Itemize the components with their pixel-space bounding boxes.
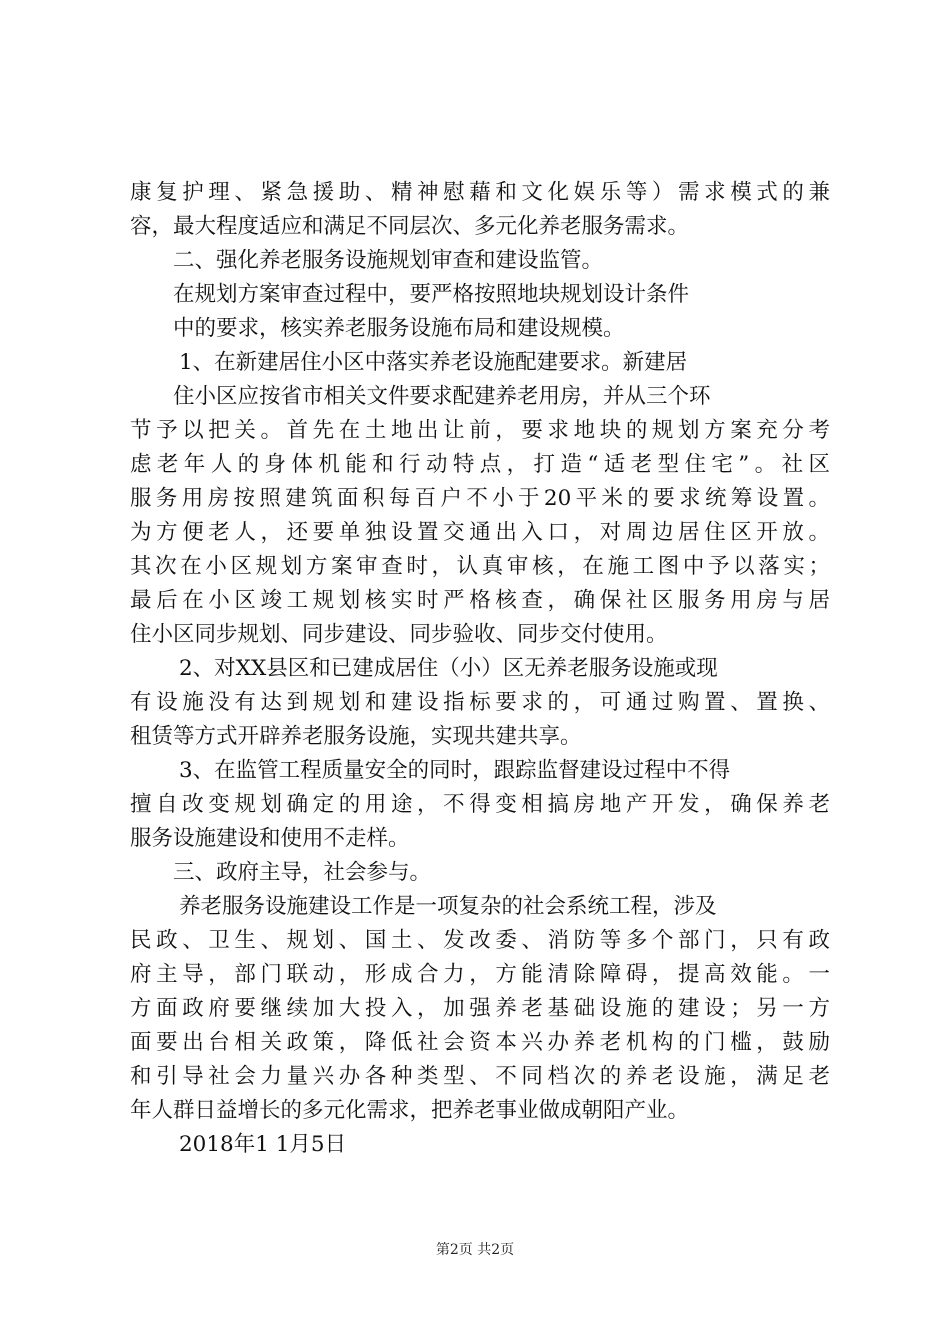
text-line: 服务用房按照建筑面积每百户不小于20平米的要求统筹设置。: [130, 486, 830, 511]
text-line: 康复护理、紧急援助、精神慰藉和文化娱乐等）需求模式的兼: [130, 180, 830, 205]
section-heading: 二、强化养老服务设施规划审查和建设监管。: [173, 248, 604, 273]
text-line: 1、在新建居住小区中落实养老设施配建要求。新建居: [179, 350, 688, 375]
document-body: [130, 176, 830, 1162]
text-line: 擅自改变规划确定的用途，不得变相搞房地产开发，确保养老: [130, 792, 830, 817]
text-line: 有设施没有达到规划和建设指标要求的，可通过购置、置换、: [130, 690, 830, 715]
text-line: 为方便老人，还要单独设置交通出入口，对周边居住区开放。: [130, 520, 830, 545]
text-line: 和引导社会力量兴办各种类型、不同档次的养老设施，满足老: [130, 1064, 830, 1089]
text-line: 容，最大程度适应和满足不同层次、多元化养老服务需求。: [130, 214, 690, 239]
page-number-footer: 第2页 共2页: [435, 1242, 515, 1258]
document-date: 2018年1 1月5日: [179, 1132, 347, 1157]
text-line: 民政、卫生、规划、国土、发改委、消防等多个部门，只有政: [130, 928, 830, 953]
text-line: 住小区应按省市相关文件要求配建养老用房，并从三个环: [173, 384, 711, 409]
text-line: 中的要求，核实养老服务设施布局和建设规模。: [173, 316, 625, 341]
text-line: 住小区同步规划、同步建设、同步验收、同步交付使用。: [130, 622, 668, 647]
text-line: 其次在小区规划方案审查时，认真审核，在施工图中予以落实；: [130, 554, 830, 579]
text-line: 在规划方案审查过程中，要严格按照地块规划设计条件: [173, 282, 690, 307]
text-line: 服务设施建设和使用不走样。: [130, 826, 410, 851]
section-heading: 三、政府主导，社会参与。: [173, 860, 432, 885]
text-line: 租赁等方式开辟养老服务设施，实现共建共享。: [130, 724, 582, 749]
text-line: 节予以把关。首先在土地出让前，要求地块的规划方案充分考: [130, 418, 830, 443]
text-line: 府主导，部门联动，形成合力，方能清除障碍，提高效能。一: [130, 962, 830, 987]
text-line: 方面政府要继续加大投入，加强养老基础设施的建设；另一方: [130, 996, 830, 1021]
text-line: 养老服务设施建设工作是一项复杂的社会系统工程，涉及: [179, 894, 717, 919]
text-line: 最后在小区竣工规划核实时严格核查，确保社区服务用房与居: [130, 588, 830, 613]
text-line: 虑老年人的身体机能和行动特点，打造“适老型住宅”。社区: [130, 452, 830, 477]
text-line: 3、在监管工程质量安全的同时，跟踪监督建设过程中不得: [179, 758, 731, 783]
text-line: 面要出台相关政策，降低社会资本兴办养老机构的门槛，鼓励: [130, 1030, 830, 1055]
text-line: 年人群日益增长的多元化需求，把养老事业做成朝阳产业。: [130, 1098, 690, 1123]
text-line: 2、对XX县区和已建成居住（小）区无养老服务设施或现: [179, 656, 718, 681]
